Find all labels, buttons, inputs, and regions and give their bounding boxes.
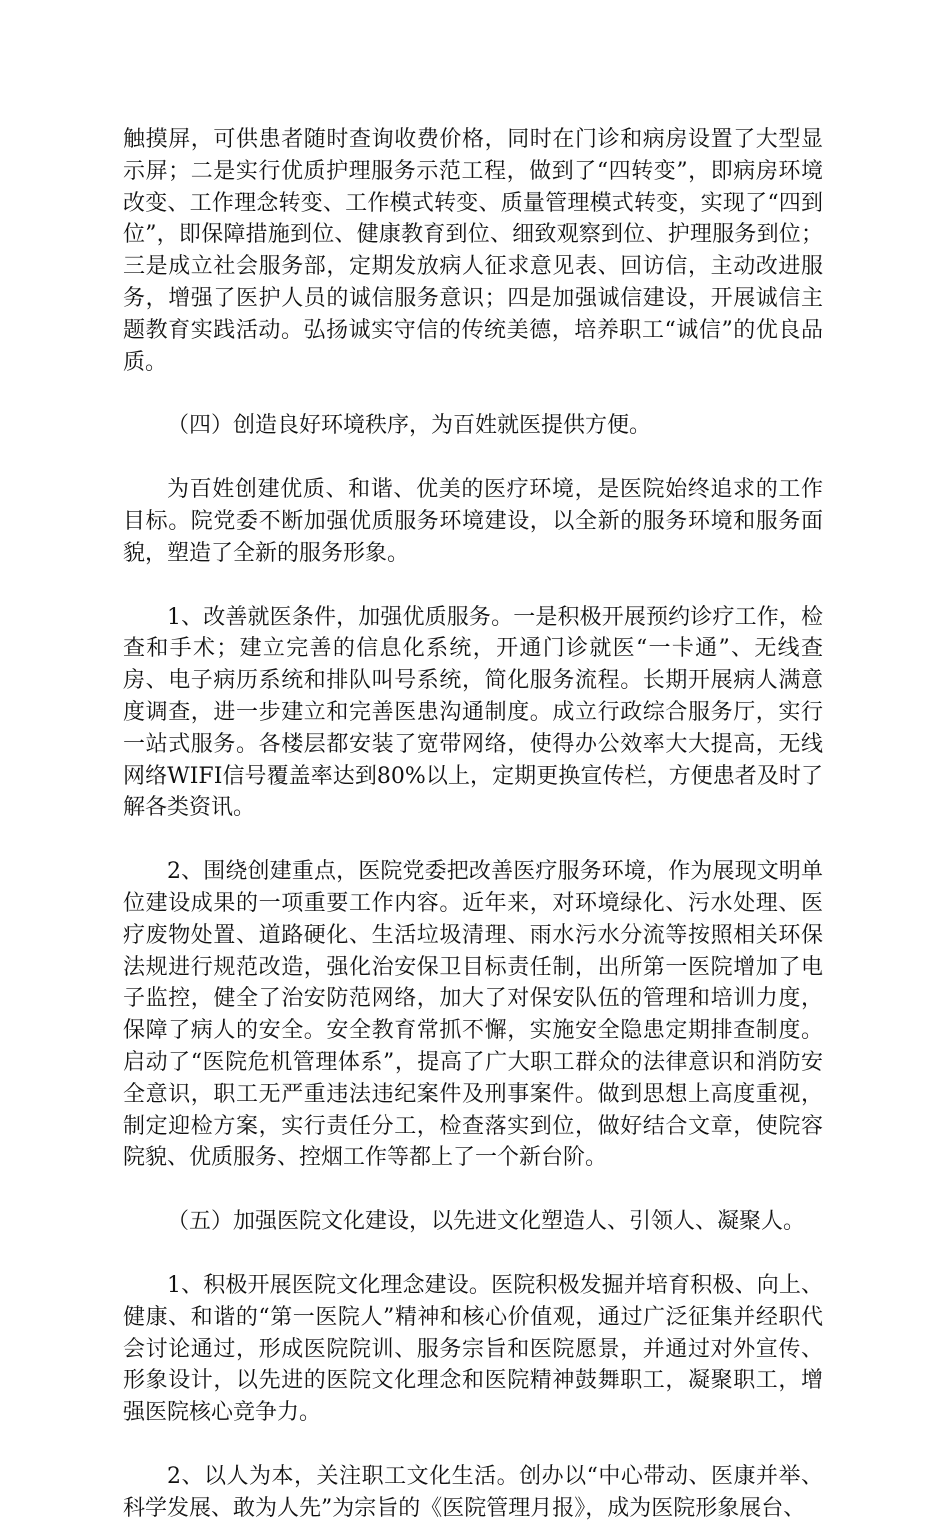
paragraph-item-2-environment: 2、围绕创建重点，医院党委把改善医疗服务环境，作为展现文明单位建设成果的一项重要工作内容。近年来，对环境绿化、污水处理、医疗废物处置、道路硬化、生活垃圾清理、雨水污水分流等按照相关环保法规进行规范改造，强化治安保卫目标责任制，出所第一医院增加了电子监控，健全了治安防范网络，加大了对保安队伍的管理和培训力度，保障了病人的安全。安全教育常抓不懈，实施安全隐患定期排查制度。启动了“医院危机管理体系”，提高了广大职工群众的法律意识和消防安全意识，职工无严重违法违纪案件及刑事案件。做到思想上高度重视，制定迎检方案，实行责任分工，检查落实到位，做好结合文章，使院容院貌、优质服务、控烟工作等都上了一个新台阶。: [123, 859, 823, 1171]
section-heading-4: （四）创造良好环境秩序，为百姓就医提供方便。: [167, 413, 652, 439]
paragraph-continuation: 触摸屏，可供患者随时查询收费价格，同时在门诊和病房设置了大型显示屏；二是实行优质护理服务示范工程，做到了“四转变”，即病房环境改变、工作理念转变、工作模式转变、质量管理模式转变，实现了“四到位”，即保障措施到位、健康教育到位、细致观察到位、护理服务到位；三是成立社会服务部，定期发放病人征求意见表、回访信，主动改进服务，增强了医护人员的诚信服务意识；四是加强诚信建设，开展诚信主题教育实践活动。弘扬诚实守信的传统美德，培养职工“诚信”的优良品质。: [123, 127, 823, 375]
section-heading-5: （五）加强医院文化建设，以先进文化塑造人、引领人、凝聚人。: [167, 1209, 806, 1235]
paragraph-culture-item-2: 2、以人为本，关注职工文化生活。创办以“中心带动、医康并举、科学发展、敢为人先”为宗旨的《医院管理月报》，成为医院形象展台、: [123, 1463, 823, 1521]
document-body: [123, 124, 823, 1524]
paragraph-environment-goal: 为百姓创建优质、和谐、优美的医疗环境，是医院始终追求的工作目标。院党委不断加强优质服务环境建设，以全新的服务环境和服务面貌，塑造了全新的服务形象。: [123, 477, 823, 566]
paragraph-item-1-conditions: 1、改善就医条件，加强优质服务。一是积极开展预约诊疗工作，检查和手术；建立完善的信息化系统，开通门诊就医“一卡通”、无线查房、电子病历系统和排队叫号系统，简化服务流程。长期开展病人满意度调查，进一步建立和完善医患沟通制度。成立行政综合服务厅，实行一站式服务。各楼层都安装了宽带网络，使得办公效率大大提高，无线网络WIFI信号覆盖率达到80%以上，定期更换宣传栏，方便患者及时了解各类资讯。: [123, 604, 823, 821]
paragraph-culture-item-1: 1、积极开展医院文化理念建设。医院积极发掘并培育积极、向上、健康、和谐的“第一医院人”精神和核心价值观，通过广泛征集并经职代会讨论通过，形成医院院训、服务宗旨和医院愿景，并通过对外宣传、形象设计，以先进的医院文化理念和医院精神鼓舞职工，凝聚职工，增强医院核心竞争力。: [123, 1272, 823, 1426]
